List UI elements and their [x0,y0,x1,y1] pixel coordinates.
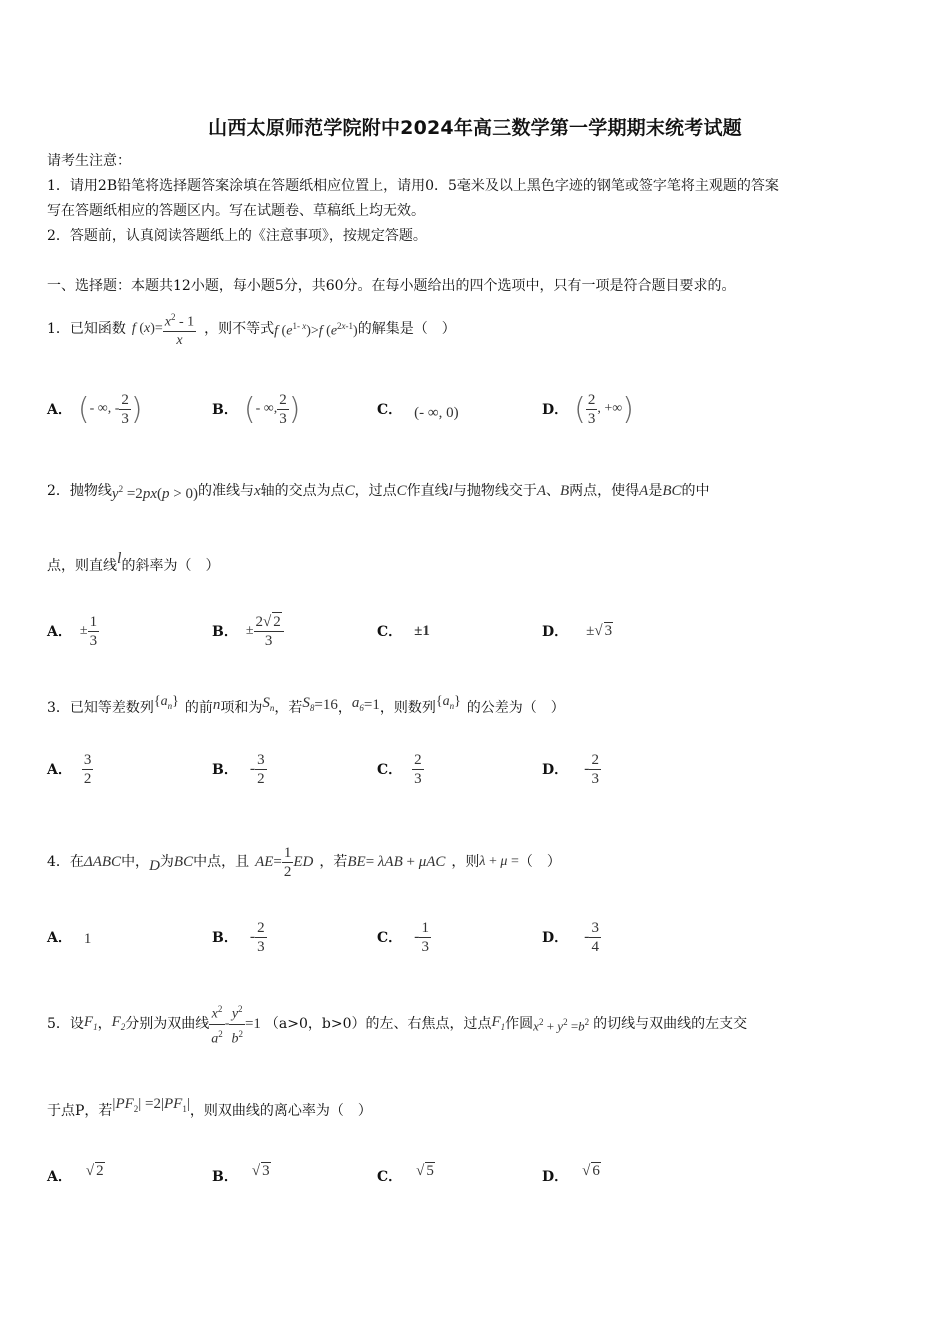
notice-line-2: 2．答题前，认真阅读答题纸上的《注意事项》，按规定答题。 [47,228,427,244]
option-label: A． [47,1169,72,1185]
notice-line-1b: 写在答题纸相应的答题区内。写在试题卷、草稿纸上均无效。 [47,203,425,219]
option-value: 3 [262,1163,270,1179]
q1-option-d[interactable]: D． ( $\frac{2}{3}$ , +∞ ) [542,391,634,427]
q1-fraction: $\frac{x^2 - 1}{x}$ [164,311,195,349]
option-label: D． [542,930,569,946]
option-label: C． [377,762,403,778]
q2-text: 是 [648,483,663,499]
q5-text: （a>0，b>0）的左、右焦点，过点 [264,1016,492,1032]
option-value: 6 [592,1163,600,1179]
q2-option-c[interactable] [377,606,430,656]
page-title: 山西太原师范学院附中2024年高三数学第一学期期末统考试题 [208,117,742,139]
option-label: A． [47,402,72,418]
q4-option-a[interactable] [47,912,91,962]
q3-text: ，若 [274,700,303,716]
question-2-line-1: 2．抛物线 $y^2 =2px(p > 0)$ 的准线与 x 轴的交点为点 C ，过点 C 作直线 l 与抛物线交于 A 、 B 两点，使得 A 是 BC 的中 [47,478,710,504]
q5-option-a[interactable]: A． √ 2 [47,1163,104,1185]
q5-text: ， [97,1016,112,1032]
q2-parabola: $y^2 =2px(p > 0)$ [111,483,198,502]
q1-option-c[interactable] [377,384,459,434]
q2-text: 轴的交点为点 [260,483,345,499]
q4-text: （ ） [518,854,561,870]
q2-text: ，过点 [354,483,397,499]
q3-option-c[interactable]: C． $\frac{2}{3}$ [377,751,422,787]
option-label: A． [47,762,72,778]
option-value: 1 [83,930,92,947]
option-label: D． [542,762,569,778]
q5-text: 作圆 [505,1016,534,1032]
q3-a6-value: =1 [363,697,380,713]
q2-text: 的准线与 [197,483,254,499]
q3-text: 的前 [184,700,213,716]
q3-text: 的公差为（ ） [466,700,565,716]
q5-option-c[interactable]: C． √ 5 [377,1163,434,1185]
q3-prefix: 3．已知等差数列 [47,700,154,716]
q4-text: 中， [121,854,150,870]
q1-inequality: f $(e^{1- x})>f$ $(e^{2x-1})$ [274,321,358,339]
q1-option-b[interactable]: B． ( - ∞, $\frac{2}{3}$ ) [212,391,301,427]
q2-text: 的斜率为（ ） [121,558,220,574]
option-label: B． [212,402,238,418]
q1-suffix: 的解集是（ ） [357,321,456,337]
q1-mid: ，则不等式 [204,321,275,337]
q4-option-c[interactable]: C． - $\frac{1}{3}$ [377,919,429,955]
question-5-line-1: 5．设 $F_1$ ， $F_2$ 分别为双曲线 $\frac{x^2}{a^2}$ - $\frac{y^2}{b^2}$ =1 （a>0，b>0）的左、右焦点，过点 $F_1$ 作圆 $x^2 + y^2 =b^2$ 的切线与双曲线的左支交 [47,1003,748,1047]
q3-s8-value: =16 [314,697,338,713]
question-1 [47,307,456,351]
q2-prefix: 2．抛物线 [47,483,112,499]
q2-text: 、 [546,483,560,499]
q3-option-d[interactable]: D． - $\frac{2}{3}$ [542,751,599,787]
option-value: (- ∞, 0) [414,404,459,421]
q3-text: 项和为 [220,700,263,716]
option-label: A． [47,930,72,946]
q2-text: 点，则直线 [47,558,117,574]
option-label: C． [377,1169,403,1185]
q1-function: f (x)= [131,321,163,336]
notice-heading: 请考生注意： [47,153,131,169]
q5-prefix: 5．设 [47,1016,84,1032]
q2-option-a[interactable]: A． ± $\frac{1}{3}$ [47,613,98,649]
q4-option-b[interactable]: B． - $\frac{2}{3}$ [212,919,265,955]
q2-option-b[interactable]: B． ± $\frac{2√ 2}{3}$ [212,606,284,656]
option-label: B． [212,1169,238,1185]
q4-text: ，若 [319,854,348,870]
notice-line-1a: 1．请用2B铅笔将选择题答案涂填在答题纸相应位置上，请用0．5毫米及以上黑色字迹的钢笔或签字笔将主观题的答案 [47,178,779,194]
section-heading: 一、选择题：本题共12小题，每小题5分，共60分。在每小题给出的四个选项中，只有一项是符合题目要求的。 [47,278,736,294]
option-label: B． [212,930,238,946]
q1-prefix: 1．已知函数 [47,321,126,337]
q5-option-d[interactable]: D． √ 6 [542,1163,600,1185]
option-label: C． [377,402,403,418]
q2-option-d[interactable]: D． ±√ 3 [542,623,613,640]
q4-option-d[interactable]: D． - $\frac{3}{4}$ [542,919,599,955]
q3-option-b[interactable]: B． - $\frac{3}{2}$ [212,751,265,787]
question-2-line-2: 点，则直线 l 的斜率为（ ） [47,550,220,574]
option-label: C． [377,930,403,946]
q5-text: 分别为双曲线 [125,1016,210,1032]
q3-text: ， [337,700,352,716]
q4-text: 为 [159,854,174,870]
q3-text: ，则数列 [379,700,436,716]
q4-prefix: 4．在 [47,854,84,870]
option-label: C． [377,624,403,640]
q4-text: ，则 [451,854,480,870]
question-3: 3．已知等差数列 $\{a_n\}$ 的前 n 项和为 $S_n$ ，若 $S_8$ =16 ， $a_6$ =1 ，则数列 $\{a_n\}$ 的公差为（ ） [47,694,565,716]
question-4: 4．在 ΔABC 中， D 为 BC 中点，且 AE = $\frac{1}{2}$ ED ，若 BE = λAB + μAC ，则 λ + μ = （ ） [47,844,561,880]
option-value: 5 [426,1163,434,1179]
q2-text: 作直线 [406,483,449,499]
q1-option-a[interactable]: A． ( - ∞, - $\frac{2}{3}$ ) [47,391,143,427]
option-label: D． [542,624,569,640]
option-label: D． [542,402,569,418]
q4-text: 中点，且 [193,854,250,870]
option-label: D． [542,1169,569,1185]
q5-text: ，则双曲线的离心率为（ ） [189,1103,372,1119]
q2-text: 与抛物线交于 [452,483,537,499]
q5-text: 的切线与双曲线的左支交 [593,1016,748,1032]
question-5-line-2: 于点P，若 $|PF_2| =2|PF_1|$ ，则双曲线的离心率为（ ） [47,1095,372,1119]
q5-option-b[interactable]: B． √ 3 [212,1163,270,1185]
option-label: A． [47,624,72,640]
q2-text: 的中 [681,483,710,499]
q2-text: 两点，使得 [569,483,640,499]
option-value: 2 [96,1163,104,1179]
option-label: B． [212,624,238,640]
q5-text: 于点P，若 [47,1103,113,1119]
q3-option-a[interactable]: A． $\frac{3}{2}$ [47,751,92,787]
option-value: ±1 [414,622,430,639]
option-label: B． [212,762,238,778]
